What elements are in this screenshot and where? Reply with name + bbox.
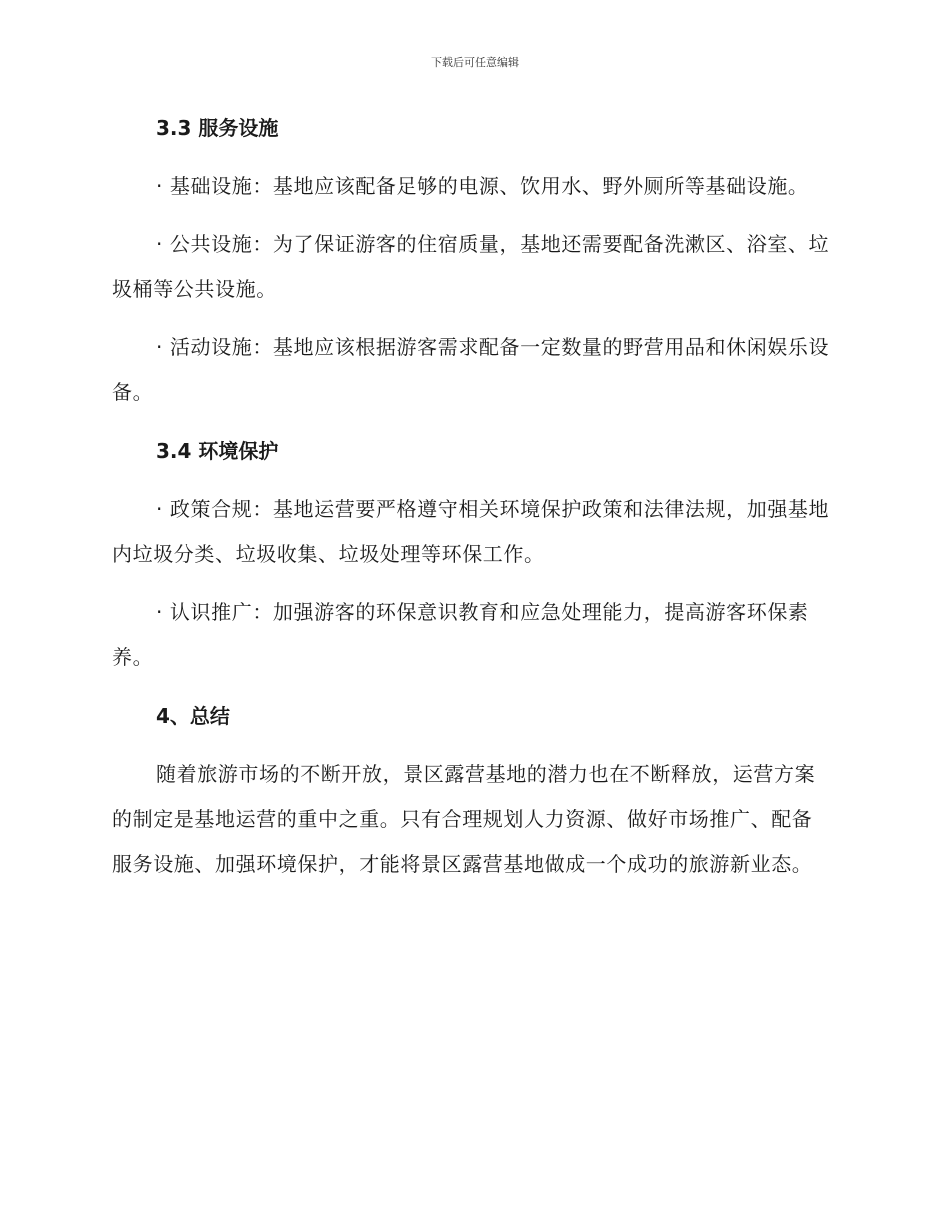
summary-paragraph: 随着旅游市场的不断开放，景区露营基地的潜力也在不断释放，运营方案的制定是基地运营的重中之重。只有合理规划人力资源、做好市场推广、配备服务设施、加强环境保护，才能将景区露营基地做成一个成功的旅游新业态。 [112,762,816,876]
section-heading-4: 4、总结 [156,704,230,728]
bullet-paragraph: · 政策合规：基地运营要严格遵守相关环境保护政策和法律法规，加强基地内垃圾分类、垃圾收集、垃圾处理等环保工作。 [112,497,830,566]
header-note: 下载后可任意编辑 [431,56,519,69]
document-body [112,108,832,900]
section-heading-3-3: 3.3 服务设施 [156,116,279,140]
bullet-paragraph: · 公共设施：为了保证游客的住宿质量，基地还需要配备洗漱区、浴室、垃圾桶等公共设施。 [112,232,830,301]
bullet-paragraph: · 基础设施：基地应该配备足够的电源、饮用水、野外厕所等基础设施。 [156,174,809,198]
bullet-paragraph: · 认识推广：加强游客的环保意识教育和应急处理能力，提高游客环保素养。 [112,600,809,669]
bullet-paragraph: · 活动设施：基地应该根据游客需求配备一定数量的野营用品和休闲娱乐设备。 [112,335,830,404]
section-heading-3-4: 3.4 环境保护 [156,439,279,463]
